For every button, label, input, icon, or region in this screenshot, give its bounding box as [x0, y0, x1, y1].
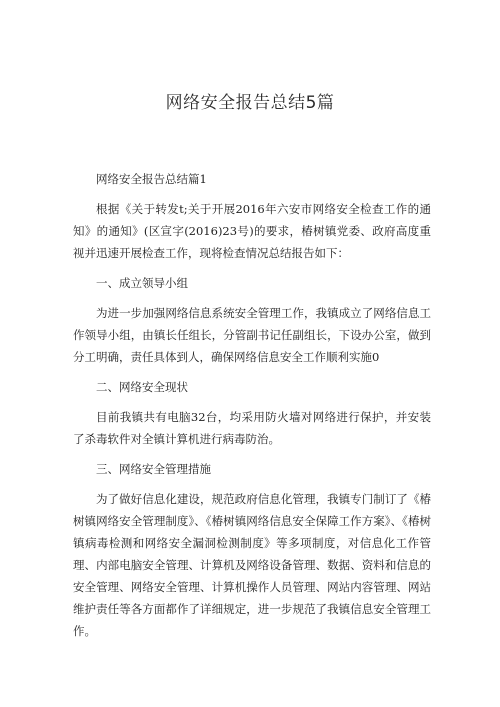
paragraph: 目前我镇共有电脑32台，均采用防火墙对网络进行保护，并安装了杀毒软件对全镇计算机进行病毒防治。 [73, 410, 431, 446]
paragraph: 为了做好信息化建设，规范政府信息化管理，我镇专门制订了《椿树镇网络安全管理制度》、《椿树镇网络信息安全保障工作方案》、《椿树镇病毒检测和网络安全漏洞检测制度》等多项制度，对信息化工作管理、内部电脑安全管理、计算机及网络设备管理、数据、资料和信息的安全管理、网络安全管理、计算机操作人员管理、网站内容管理、网站维护责任等各方面都作了详细规定，进一步规范了我镇信息安全管理工作。 [73, 492, 431, 638]
paragraph: 为进一步加强网络信息系统安全管理工作，我镇成立了网络信息工作领导小组，由镇长任组长，分管副书记任副组长，下设办公室，做到分工明确，责任具体到人，确保网络信息安全工作顺利实施0 [73, 306, 431, 364]
section-heading: 一、成立领导小组 [96, 276, 188, 290]
section-heading: 网络安全报告总结篇1 [96, 172, 207, 186]
section-heading: 三、网络安全管理措施 [96, 462, 211, 476]
document-title: 网络安全报告总结5篇 [165, 93, 335, 113]
section-heading: 二、网络安全现状 [96, 380, 188, 394]
document-body [73, 168, 431, 650]
paragraph: 根据《关于转发t;关于开展2016年六安市网络安全检查工作的通知》的通知》(区宣字(2016)23号)的要求，椿树镇党委、政府高度重视并迅速开展检查工作，现将检查情况总结报告如下： [73, 202, 431, 260]
